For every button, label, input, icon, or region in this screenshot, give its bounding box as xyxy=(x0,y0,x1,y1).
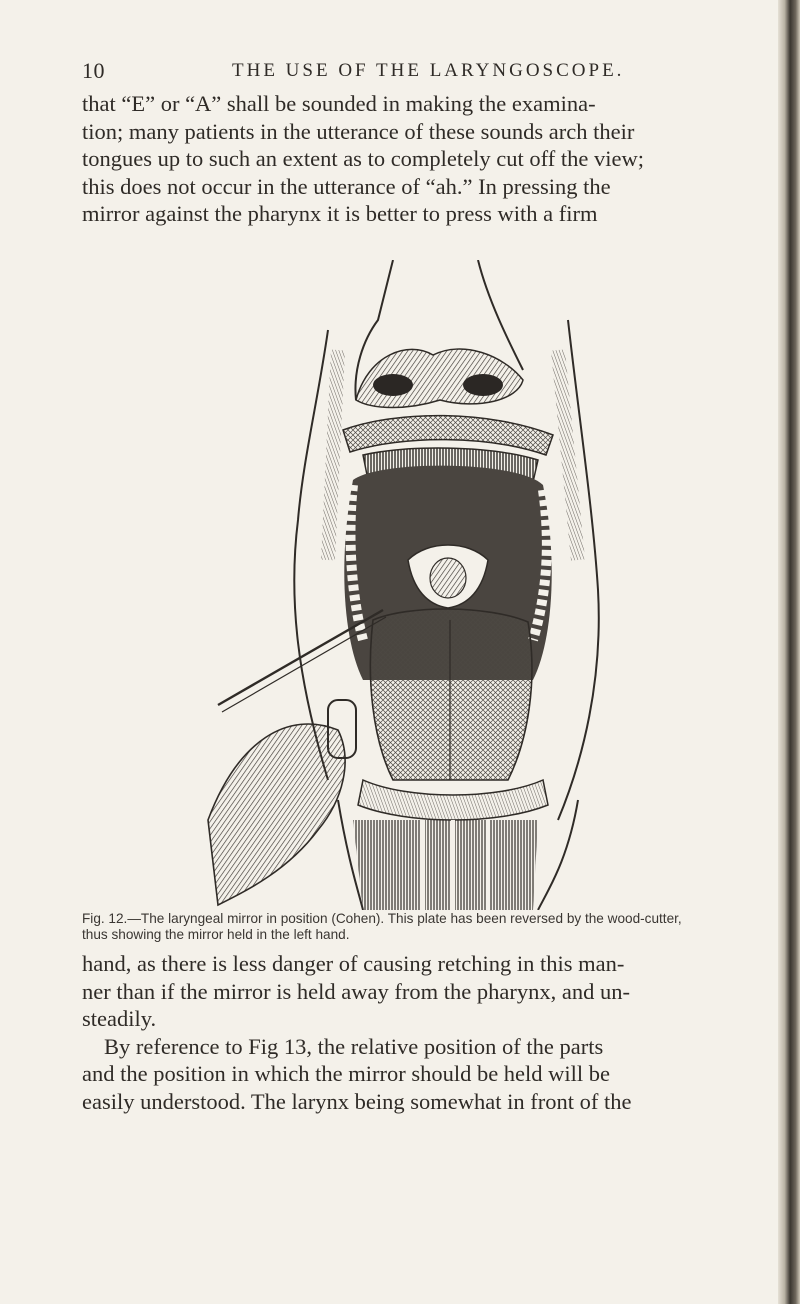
text-line: easily understood. The larynx being somewhat in front of the xyxy=(82,1088,632,1114)
text-line: ner than if the mirror is held away from the pharynx, and un- xyxy=(82,978,630,1004)
text-line: mirror against the pharynx it is better to press with a firm xyxy=(82,201,598,227)
caption-line: Fig. 12.—The laryngeal mirror in position (Cohen). This plate has been reversed by the wood-cutter, xyxy=(82,911,682,926)
text-line: steadily. xyxy=(82,1006,157,1032)
text-line: tion; many patients in the utterance of these sounds arch their xyxy=(82,118,635,144)
text-line: hand, as there is less danger of causing retching in this man- xyxy=(82,951,625,976)
page-edge-shadow xyxy=(778,0,800,1304)
anatomical-figure-illustration xyxy=(178,260,648,910)
text-line: that “E” or “A” shall be sounded in making the examina- xyxy=(82,91,596,116)
caption-line: thus showing the mirror held in the left hand. xyxy=(82,927,350,942)
page-number: 10 xyxy=(82,58,105,83)
text-line: By reference to Fig 13, the relative position of the parts xyxy=(104,1033,604,1059)
text-line: this does not occur in the utterance of “ah.” In pressing the xyxy=(82,173,611,199)
running-title: THE USE OF THE LARYNGOSCOPE. xyxy=(232,60,625,81)
running-head xyxy=(82,58,762,88)
paragraph-bottom xyxy=(82,950,762,1116)
figure-caption xyxy=(82,911,772,943)
text-line: tongues up to such an extent as to completely cut off the view; xyxy=(82,146,644,172)
text-line: and the position in which the mirror should be held will be xyxy=(82,1061,611,1087)
paragraph-top xyxy=(82,90,762,228)
mouth-laryngeal-mirror-engraving xyxy=(178,260,648,910)
